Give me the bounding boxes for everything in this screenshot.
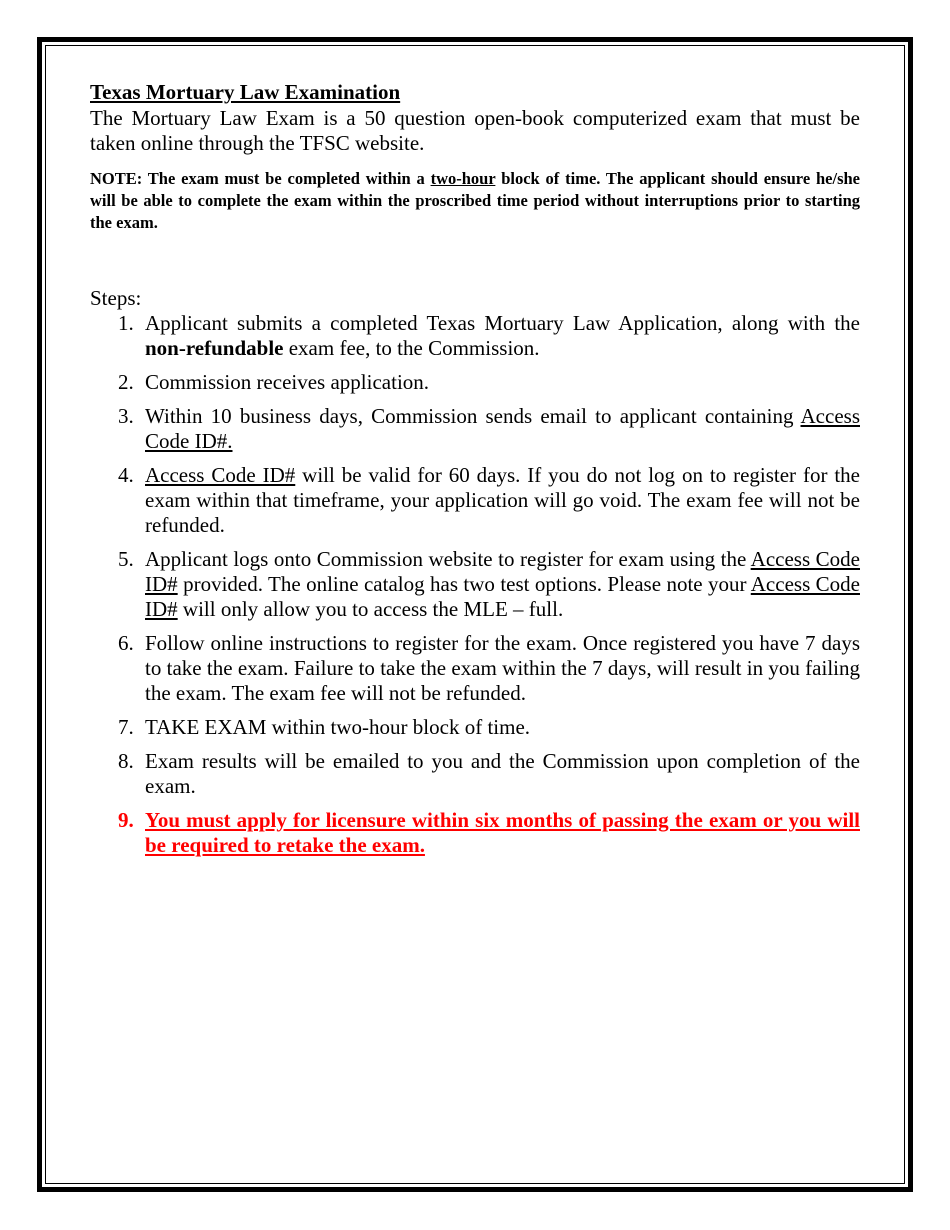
step-text: exam fee, to the Commission. bbox=[283, 336, 540, 360]
step-text: will be valid for 60 days. If you do not log on to register for the exam within that timeframe, your application will go void. The exam fee will not be refunded. bbox=[145, 463, 860, 537]
step-number: 1. bbox=[118, 311, 134, 335]
step-number: 4. bbox=[118, 463, 134, 487]
intro-paragraph: The Mortuary Law Exam is a 50 question open-book computerized exam that must be taken online through the TFSC website. bbox=[90, 106, 860, 155]
step-item-8 bbox=[90, 749, 860, 799]
step-number: 2. bbox=[118, 370, 134, 394]
step-text: Follow online instructions to register for the exam. Once registered you have 7 days to take the exam. Failure to take the exam within the 7 days, will result in you failing the exam. The exam fee will not be refunded. bbox=[145, 631, 860, 705]
step-number: 8. bbox=[118, 749, 134, 773]
step-item-4 bbox=[90, 463, 860, 538]
step-number: 7. bbox=[118, 715, 134, 739]
step-item-7 bbox=[90, 715, 860, 740]
licensure-warning-text: You must apply for licensure within six months of passing the exam or you will be required to retake the exam. bbox=[145, 808, 860, 857]
note-two-hour: two-hour bbox=[430, 169, 496, 188]
note-text-start: NOTE: The exam must be completed within a bbox=[90, 169, 431, 188]
time-limit-note bbox=[90, 168, 860, 234]
step-number: 6. bbox=[118, 631, 134, 655]
step-text: provided. The online catalog has two test options. Please note your bbox=[177, 572, 751, 596]
access-code-underlined: Access Code ID# bbox=[145, 572, 860, 621]
access-code-underlined: Access Code ID# bbox=[145, 547, 860, 596]
access-code-underlined: Access Code ID# bbox=[145, 463, 296, 487]
step-number: 3. bbox=[118, 404, 134, 428]
step-item-9-warning bbox=[90, 808, 860, 858]
step-number: 5. bbox=[118, 547, 134, 571]
document-body bbox=[90, 80, 860, 867]
step-number: 9. bbox=[118, 808, 134, 832]
non-refundable-emphasis: non-refundable bbox=[145, 336, 284, 360]
step-item-1 bbox=[90, 311, 860, 361]
step-item-3 bbox=[90, 404, 860, 454]
steps-list bbox=[90, 311, 860, 858]
steps-heading: Steps: bbox=[90, 286, 142, 310]
step-text: Exam results will be emailed to you and the Commission upon completion of the exam. bbox=[145, 749, 860, 798]
step-text: Applicant logs onto Commission website to register for exam using the bbox=[145, 547, 751, 571]
note-text-end: block of time. The applicant should ensure he/she will be able to complete the exam within the proscribed time period without interruptions prior to starting the exam. bbox=[90, 169, 860, 232]
step-item-2 bbox=[90, 370, 860, 395]
access-code-underlined: Access Code ID#. bbox=[145, 404, 860, 453]
step-item-5 bbox=[90, 547, 860, 622]
step-text: TAKE EXAM within two-hour block of time. bbox=[145, 715, 531, 739]
step-text: will only allow you to access the MLE – full. bbox=[177, 597, 564, 621]
document-title: Texas Mortuary Law Examination bbox=[90, 80, 401, 104]
step-item-6 bbox=[90, 631, 860, 706]
step-text: Applicant submits a completed Texas Mortuary Law Application, along with the bbox=[145, 311, 860, 335]
step-text: Commission receives application. bbox=[145, 370, 430, 394]
step-text: Within 10 business days, Commission sends email to applicant containing bbox=[145, 404, 801, 428]
